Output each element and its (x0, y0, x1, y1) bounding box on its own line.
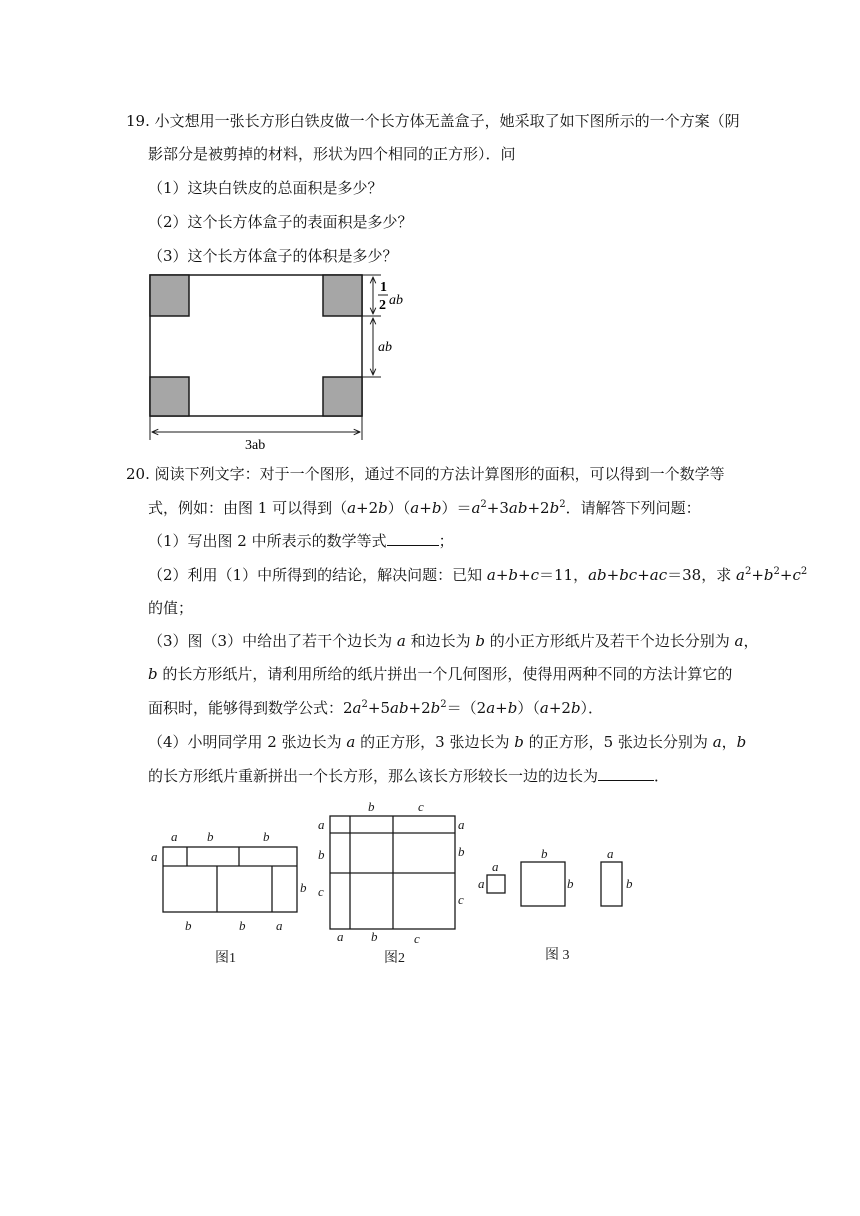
fig2-top-b: b (368, 799, 375, 814)
q20-part3-line1: （3）图（3）中给出了若干个边长为 a 和边长为 b 的小正方形纸片及若干个边长分别为 a， (148, 632, 759, 650)
fig2-left-a: a (318, 817, 325, 832)
fig3-caption: 图 3 (545, 948, 570, 963)
fig2-caption: 图2 (384, 951, 405, 966)
fig1-bottom-b2: b (239, 918, 246, 933)
fig2-right-a: a (458, 817, 465, 832)
q19-line1: 19. 小文想用一张长方形白铁皮做一个长方体无盖盒子，她采取了如下图所示的一个方案（阴 (126, 112, 740, 130)
q20-part2: （2）利用（1）中所得到的结论，解决问题：已知 a+b+c＝11，ab+bc+ac＝38，求 $a^2+b^2+c^2$ (148, 566, 808, 584)
q20-part2-cont: 的值； (148, 599, 194, 617)
q20-part1: （1）写出图 2 中所表示的数学等式 ； (148, 532, 454, 550)
fig2-bottom-b: b (371, 929, 378, 944)
q19-sub3: （3）这个长方体盒子的体积是多少？ (148, 247, 398, 265)
fig2-right-b: b (458, 844, 465, 859)
fig3-sqa-top: a (492, 859, 499, 874)
q20-line2: 式，例如：由图 1 可以得到$(a+2b)(a+b)=a^2+3ab+2b^2$．请解答下列问题： (148, 499, 701, 517)
fig3-square-b (521, 862, 565, 906)
fig1-outer (163, 847, 297, 912)
fig2-top-c: c (418, 799, 424, 814)
fig3-sqb-right: b (567, 876, 574, 891)
q20-line1: 20. 阅读下列文字：对于一个图形，通过不同的方法计算图形的面积，可以得到一个数学等 (126, 465, 725, 483)
fig1-top-b1: b (207, 829, 214, 844)
fig3-rect-ab (601, 862, 622, 906)
q19-line2: 影部分是被剪掉的材料，形状为四个相同的正方形）．问 (148, 145, 516, 163)
fig2-left-c: c (318, 884, 324, 899)
fig1-top-a: a (171, 829, 178, 844)
q20-part3-line2: b 的长方形纸片，请利用所给的纸片拼出一个几何图形，使得用两种不同的方法计算它的 (148, 665, 733, 683)
fig3-square-a (487, 875, 505, 893)
fig2-bottom-a: a (337, 929, 344, 944)
label-half-var: ab (389, 293, 403, 308)
q19-sub2: （2）这个长方体盒子的表面积是多少？ (148, 213, 413, 231)
fig2-right-c: c (458, 892, 464, 907)
fig3-rect-right: b (626, 876, 633, 891)
fig3-sqb-top: b (541, 846, 548, 861)
label-bottom-3ab: 3ab (245, 438, 266, 453)
q20-part4-line1: （4）小明同学用 2 张边长为 a 的正方形，3 张边长为 b 的正方形，5 张边长分别为 a，b (148, 733, 747, 751)
label-side-ab: ab (378, 340, 392, 355)
fig3-rect-top: a (607, 846, 614, 861)
fig1-bottom-b1: b (185, 918, 192, 933)
label-half-den: 2 (379, 298, 386, 313)
label-half-num: 1 (380, 280, 387, 295)
fig1-bottom-a: a (276, 918, 283, 933)
q20-part4-line2: 的长方形纸片重新拼出一个长方形，那么该长方形较长一边的边长为 ． (148, 767, 670, 785)
fig1-right-b: b (300, 880, 307, 895)
fig2-left-b: b (318, 847, 325, 862)
fig3-sqa-left: a (478, 876, 485, 891)
fig1-caption: 图1 (215, 951, 236, 966)
fig2-bottom-c: c (414, 931, 420, 946)
q19-sub1: （1）这块白铁皮的总面积是多少？ (148, 179, 383, 197)
q20-part3-line3: 面积时，能够得到数学公式：$2a^2+5ab+2b^2=(2a+b)(a+2b)$． (148, 699, 604, 717)
fig1-top-b2: b (263, 829, 270, 844)
fig1-left-a: a (151, 849, 158, 864)
